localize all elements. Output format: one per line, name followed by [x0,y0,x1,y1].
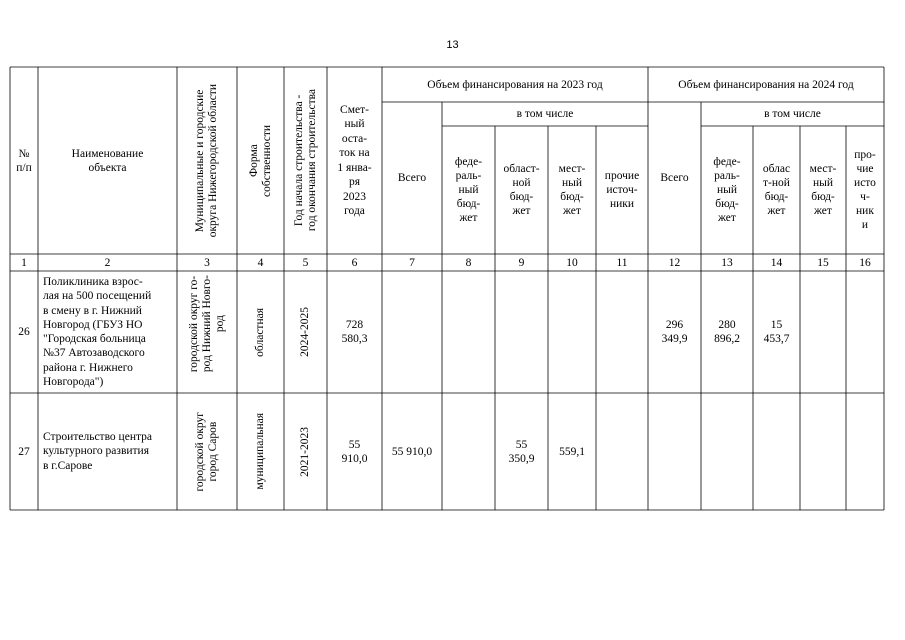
header-vtom-2023: в том числе [516,108,574,120]
header-fin-2024: Объем финансирования на 2024 год [678,78,854,91]
row-c10 [548,271,596,393]
colnum-7: 7 [409,256,415,269]
colnum-1: 1 [21,256,27,269]
colnum-14: 14 [770,256,783,269]
header-proch-2024: про- чие исто ч- ник и [854,149,876,231]
colnum-13: 13 [721,256,733,269]
row-c15 [800,393,846,510]
row-c11 [596,271,648,393]
row-name: Поликлиника взрос- лая на 500 посещений в смену в г. Нижний Новгород (ГБУЗ НО "Городская больница №37 Автозаводского района г. Нижнего Новгорода") [43,276,152,389]
row-c9 [495,271,548,393]
row-okrug-text: городской округ го- род Нижний Новго- род [187,275,226,373]
row-c13 [701,393,753,510]
row-okrug-text: городской округ город Саров [194,411,219,492]
row-c8 [442,271,495,393]
colnum-8: 8 [465,256,472,269]
row-forma-text: муниципальная [254,413,266,490]
row-god [284,271,327,393]
header-forma-text: Форма собственности [247,124,273,197]
row-c14: 15 453,7 [763,319,790,345]
row-god-text: 2024-2025 [299,307,311,357]
colnum-16: 16 [859,256,871,269]
colnum-15: 15 [817,256,829,269]
header-okrug-text: Муниципальные и городские округа Нижегородской области [194,83,219,238]
row-god [284,393,327,510]
row-forma [237,271,284,393]
colnum-12: 12 [668,256,681,269]
header-mest-2024: мест- ный бюд- жет [809,163,837,217]
header-vtom-2024: в том числе [764,108,821,120]
colnum-9: 9 [518,256,525,269]
header-obl-2024: облас т-ной бюд- жет [762,163,791,217]
row-c14 [753,393,800,510]
row-forma [237,393,284,510]
row-c16 [846,393,884,510]
row-num: 27 [18,445,30,458]
row-smet: 55 910,0 [341,438,368,465]
row-c7: 55 910,0 [391,445,433,458]
colnum-10: 10 [566,256,578,269]
colnum-6: 6 [351,256,358,269]
row-smet: 728 580,3 [341,319,368,345]
header-okrug [177,67,237,254]
header-fin-2023: Объем финансирования на 2023 год [427,78,603,91]
header-god-text: Год начала строительства - год окончания строительства [292,89,318,232]
row-c9: 55 350,9 [508,438,535,465]
row-c7 [382,271,442,393]
colnum-11: 11 [616,256,628,269]
header-obl-2023: област- ной бюд- жет [503,163,540,217]
row-c11 [596,393,648,510]
header-smet: Смет- ный оста- ток на 1 янва- ря 2023 года [337,103,372,217]
header-mest-2023: мест- ный бюд- жет [558,163,586,217]
colnum-3: 3 [204,256,210,269]
colnum-4: 4 [257,256,264,269]
colnum-2: 2 [104,256,111,269]
row-c12: 296 349,9 [661,319,688,345]
header-vsego-2024: Всего [660,172,689,184]
row-c10: 559,1 [559,445,585,458]
header-num: № п/п [16,147,32,174]
row-name: Строительство центра культурного развития в г.Сарове [43,430,152,472]
header-forma [237,67,284,254]
row-okrug [177,393,237,510]
header-fed-2023: феде- раль- ный бюд- жет [454,156,483,224]
row-okrug [177,271,237,393]
colnum-5: 5 [302,256,309,269]
row-num: 26 [18,326,30,338]
header-vsego-2023: Всего [397,172,427,184]
row-god-text: 2021-2023 [299,426,311,477]
row-c16 [846,271,884,393]
row-c13: 280 896,2 [714,319,740,345]
page-number: 13 [446,39,459,51]
header-god [284,67,327,254]
row-forma-text: областная [254,307,266,357]
row-c8 [442,393,495,510]
row-c15 [800,271,846,393]
header-fed-2024: феде- раль- ный бюд- жет [713,156,741,224]
row-c12 [648,393,701,510]
header-proch-2023: прочие источ- ники [604,170,640,210]
header-name: Наименование объекта [71,147,144,174]
